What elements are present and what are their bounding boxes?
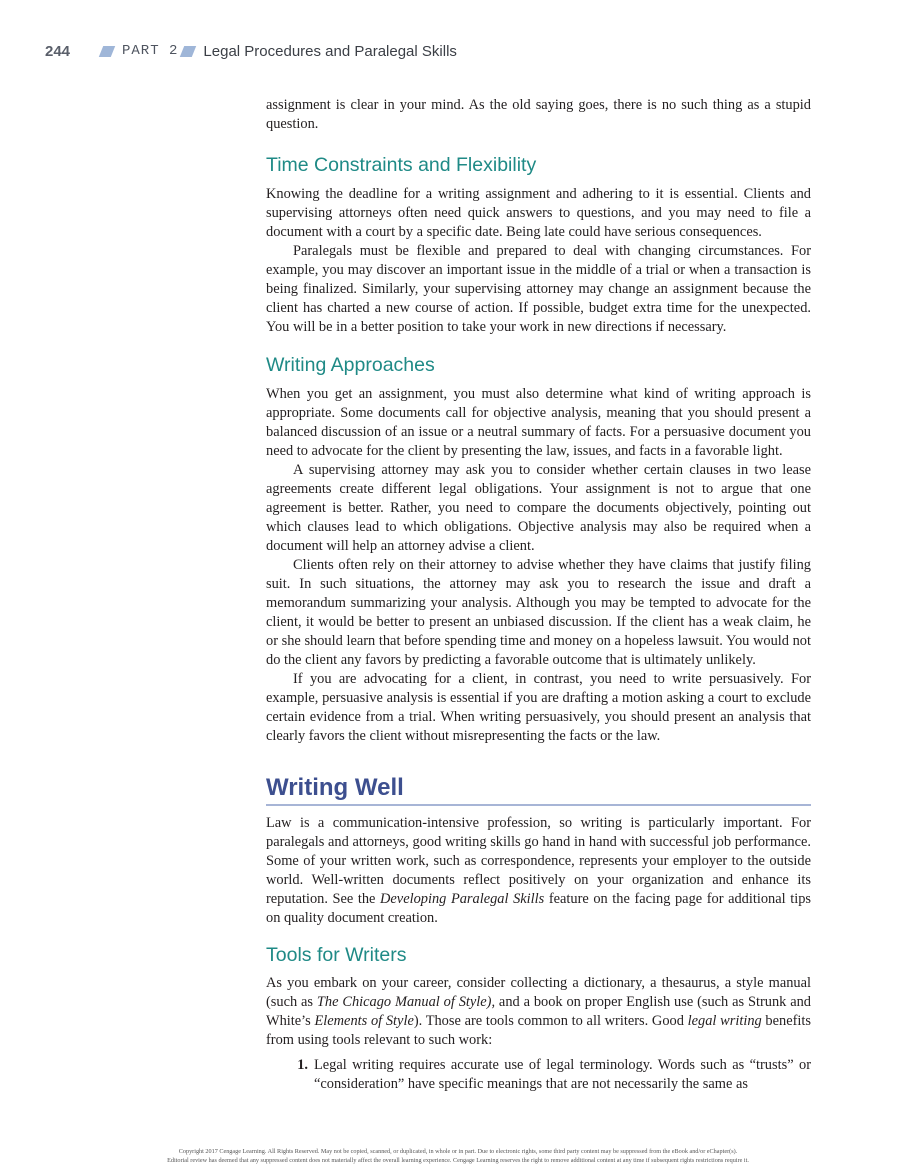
chapter-title: Legal Procedures and Paralegal Skills [203,42,457,60]
part-label: PART 2 [122,43,179,59]
writing-approaches-heading: Writing Approaches [266,354,435,376]
section-rule [266,804,811,806]
time-constraints-heading: Time Constraints and Flexibility [266,154,537,176]
paragraph: Paralegals must be flexible and prepared to deal with changing circumstances. For example, you may discover an important issue in the middle of a trial or when a transaction is being finalized. Similarly, your supervising attorney may change an assignment because the client has charted a new course of action. If possible, budget extra time for the unexpected. You will be in a better position to take your work in new directions if necessary. [266,243,811,335]
intro-paragraph: assignment is clear in your mind. As the old saying goes, there is no such thing as a stupid question. [266,97,811,132]
list-number: 1. [297,1057,308,1073]
paragraph: Clients often rely on their attorney to advise whether they have claims that justify filing suit. In such situations, the attorney may ask you to research the issue and draft a memorandum summarizing your analysis. Although you may be tempted to advocate for the client, it would be better to present an unbiased discussion. If the client has a weak claim, he or she should learn that before spending time and money on a hopeless lawsuit. You would not do the client any favors by predicting a favorable outcome that is ultimately unlikely. [266,557,811,668]
copyright-line: Copyright 2017 Cengage Learning. All Rights Reserved. May not be copied, scanned, or duplicated, in whole or in part. Due to electronic rights, some third party content may be suppressed from the eBook and/or eChapter(s). [178,1148,738,1155]
paragraph: When you get an assignment, you must also determine what kind of writing approach is appropriate. Some documents call for objective analysis, meaning that you should present a balanced discussion of an issue or a neutral summary of facts. For a persuasive document you need to advocate for the client by presenting the law, issues, and facts in a favorable light. [266,386,811,459]
page-number: 244 [45,42,71,60]
paragraph: Knowing the deadline for a writing assignment and adhering to it is essential. Clients and supervising attorneys often need quick answers to questions, and you may need to file a document with a court by a specific date. Being late could have serious consequences. [266,186,811,240]
copyright-footer [0,1147,916,1165]
list-item [266,1056,811,1094]
body-text [266,96,811,1094]
copyright-line: Editorial review has deemed that any suppressed content does not materially affect the overall learning experience. Cengage Learning reserves the right to remove additional content at any time if subsequent rights restrictions require it. [167,1157,749,1164]
tools-for-writers-heading: Tools for Writers [266,944,407,966]
list-text: Legal writing requires accurate use of legal terminology. Words such as “trusts” or “consideration” have specific meanings that are not necessarily the same as [314,1057,811,1092]
slash-ornament [180,46,196,57]
paragraph: If you are advocating for a client, in contrast, you need to write persuasively. For example, persuasive analysis is essential if you are drafting a motion asking a court to exclude certain evidence from a trial. When writing persuasively, you should present an analysis that clearly favors the client without misrepresenting the facts or the law. [266,671,811,744]
paragraph: Law is a communication-intensive profession, so writing is particularly important. For paralegals and attorneys, good writing skills go hand in hand with successful job performance. Some of your written work, such as correspondence, represents your employer to the outside world. Well-written documents reflect positively on your organization and enhance its reputation. See the Developing Paralegal Skills feature on the facing page for additional tips on quality document creation. [266,815,812,926]
paragraph: As you embark on your career, consider collecting a dictionary, a thesaurus, a style manual (such as The Chicago Manual of Style), and a book on proper English use (such as Strunk and White’s Elements of Style). Those are tools common to all writers. Good legal writing benefits from using tools relevant to such work: [266,975,811,1048]
running-header [45,38,916,64]
feature-title: Developing Paralegal Skills [380,891,545,907]
slash-ornament [99,46,115,57]
paragraph: A supervising attorney may ask you to consider whether certain clauses in two lease agreements create different legal obligations. Your assignment is not to argue that one agreement is better. Rather, you need to compare the documents objectively, pointing out which clauses lead to which obligations. Objective analysis may also be required when a document will help an attorney advise a client. [266,462,811,554]
writing-well-heading: Writing Well [266,774,404,801]
